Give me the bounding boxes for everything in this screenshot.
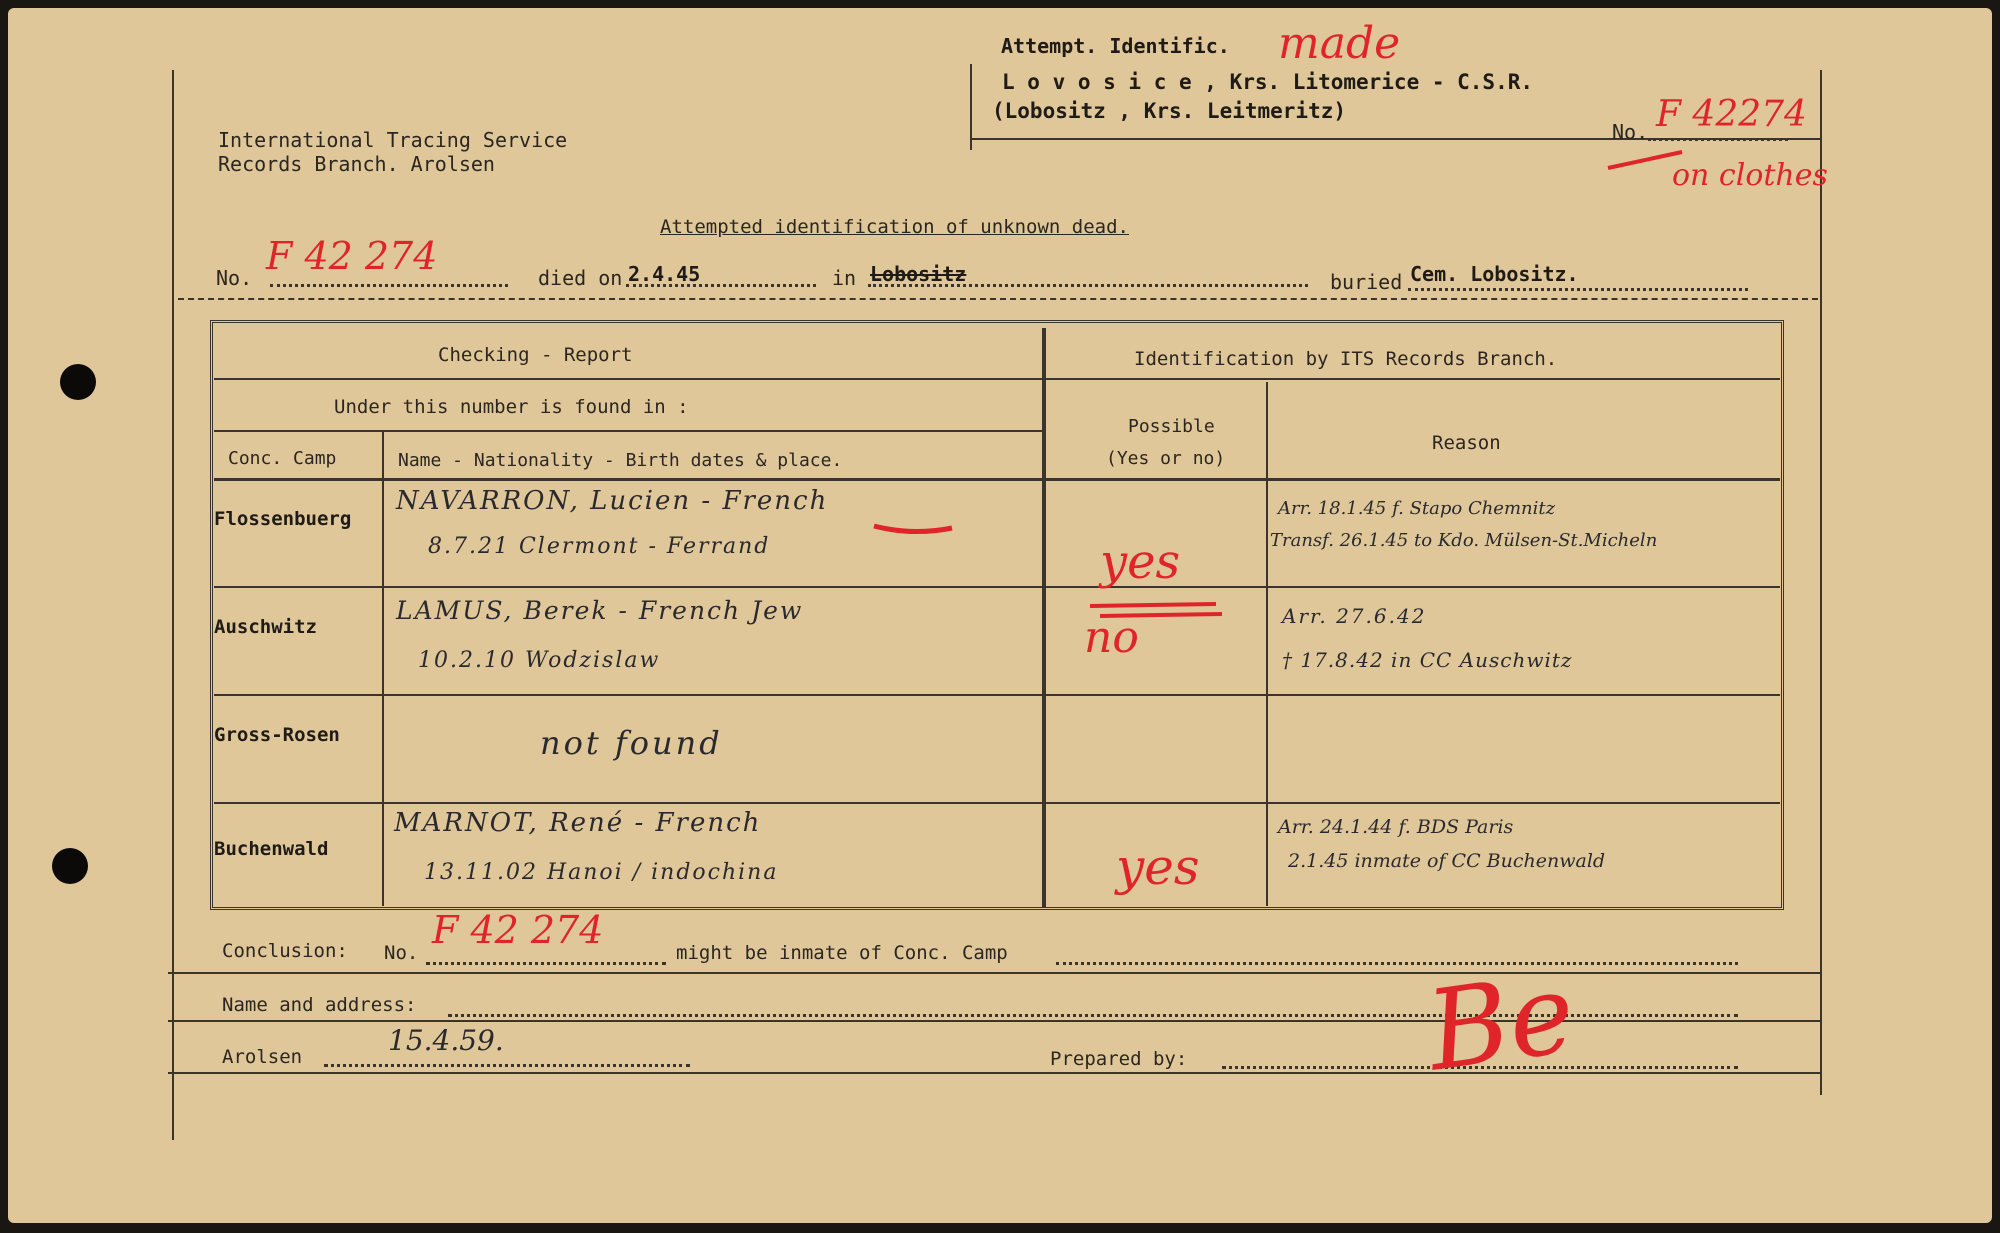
row-1-name: NAVARRON, Lucien - French: [396, 486, 829, 516]
col-camp-header: Conc. Camp: [228, 448, 337, 469]
row-1-reason-1: Arr. 18.1.45 f. Stapo Chemnitz: [1278, 498, 1556, 519]
col-reason-header: Reason: [1432, 432, 1501, 454]
place-line-1: L o v o s i c e , Krs. Litomerice - C.S.R.: [1002, 70, 1534, 94]
page-title: Attempted identification of unknown dead.: [660, 216, 1129, 238]
row-2-reason-2: † 17.8.42 in CC Auschwitz: [1282, 648, 1573, 672]
date-value: 15.4.59.: [388, 1024, 504, 1057]
dotted-line: [426, 962, 666, 965]
record-card: [8, 8, 1992, 1223]
buried-value: Cem. Lobositz.: [1410, 262, 1579, 286]
conclusion-label: Conclusion:: [222, 940, 348, 962]
red-annotations: [8, 8, 1992, 1223]
org-line-1: International Tracing Service: [218, 128, 568, 152]
in-value: Lobositz: [870, 262, 967, 286]
record-no-value: F 42 274: [266, 234, 438, 278]
identification-heading: Identification by ITS Records Branch.: [1134, 348, 1558, 370]
in-label: in: [832, 266, 857, 290]
row-4-camp: Buchenwald: [214, 838, 329, 860]
row-4-birth: 13.11.02 Hanoi / indochina: [424, 860, 779, 885]
buried-label: buried: [1330, 270, 1403, 294]
col-possible-header: Possible: [1128, 416, 1215, 437]
row-2-camp: Auschwitz: [214, 616, 317, 638]
died-value: 2.4.45: [628, 262, 701, 286]
row-2-possible: no: [1084, 612, 1139, 663]
row-1-reason-2: Transf. 26.1.45 to Kdo. Mülsen-St.Micheln: [1270, 530, 1658, 551]
signature: Be: [1419, 948, 1583, 1096]
name-address-label: Name and address:: [222, 994, 417, 1016]
prepared-by-label: Prepared by:: [1050, 1048, 1188, 1070]
row-1-birth: 8.7.21 Clermont - Ferrand: [428, 534, 771, 559]
conclusion-no-value: F 42 274: [432, 908, 604, 952]
col-possible-subheader: (Yes or no): [1106, 448, 1226, 469]
dotted-line: [324, 1064, 690, 1067]
died-label: died on: [538, 266, 623, 290]
row-4-name: MARNOT, René - French: [394, 808, 762, 838]
might-be-label: might be inmate of Conc. Camp: [676, 942, 1008, 964]
dotted-line: [1056, 962, 1738, 965]
row-2-reason-1: Arr. 27.6.42: [1282, 604, 1427, 628]
row-1-possible: yes: [1100, 534, 1181, 590]
no-value-top: F 42274: [1656, 94, 1807, 135]
col-name-header: Name - Nationality - Birth dates & place.: [398, 450, 843, 471]
row-2-name: LAMUS, Berek - French Jew: [396, 596, 804, 625]
arolsen-label: Arolsen: [222, 1046, 303, 1068]
row-1-camp: Flossenbuerg: [214, 508, 352, 530]
under-number-label: Under this number is found in :: [334, 396, 689, 418]
checking-report-heading: Checking - Report: [438, 344, 633, 366]
place-line-2: (Lobositz , Krs. Leitmeritz): [992, 99, 1347, 123]
row-4-possible: yes: [1116, 838, 1200, 896]
section-line: [168, 972, 1822, 974]
row-3-name: not found: [540, 724, 723, 762]
no-label-top: No.: [1612, 120, 1649, 144]
attempt-handwritten: made: [1278, 18, 1401, 69]
row-4-reason-1: Arr. 24.1.44 f. BDS Paris: [1278, 816, 1514, 838]
attempt-label: Attempt. Identific.: [1001, 34, 1230, 58]
org-line-2: Records Branch. Arolsen: [218, 152, 495, 176]
conclusion-no-label: No.: [384, 942, 419, 964]
on-clothes-note: on clothes: [1672, 158, 1828, 193]
row-2-birth: 10.2.10 Wodzislaw: [418, 648, 661, 673]
row-3-camp: Gross-Rosen: [214, 724, 340, 746]
row-4-reason-2: 2.1.45 inmate of CC Buchenwald: [1288, 850, 1606, 872]
record-no-label: No.: [216, 266, 253, 290]
